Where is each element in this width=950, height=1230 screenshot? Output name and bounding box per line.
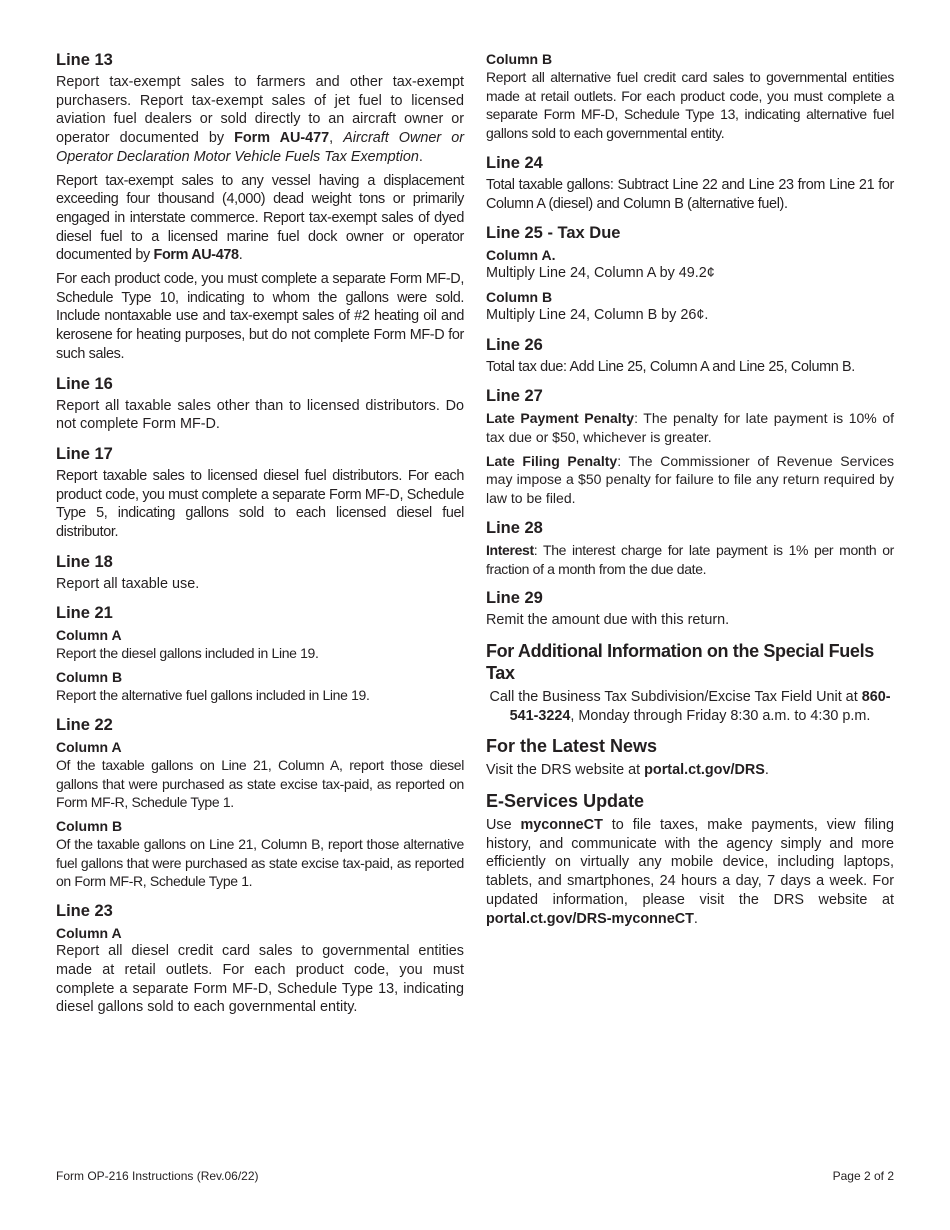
line-17-section [56, 444, 464, 542]
line-13-paragraph-1: Report tax-exempt sales to farmers and other tax-exempt purchasers. Report tax-exempt sales of jet fuel to licensed aviation fuel dealers or sold directly to an aircraft owner or operator documented by Form AU-477, Aircraft Owner or Operator Declaration Motor Vehicle Fuels Tax Exemption. [56, 74, 464, 165]
line-17-text: Report taxable sales to licensed diesel fuel distributors. For each product code, you must complete a separate Form MF-D, Schedule Type 5, indicating gallons sold to each licensed diesel fuel distributor. [56, 467, 464, 541]
line-25-column-a-text: Multiply Line 24, Column A by 49.2¢ [486, 265, 715, 282]
line-25-column-b-text: Multiply Line 24, Column B by 26¢. [486, 306, 709, 323]
line-24-heading: Line 24 [486, 153, 543, 172]
line-13-section [56, 50, 464, 364]
myconnect-brand: myconneCT [520, 817, 603, 834]
line-25-heading: Line 25 - Tax Due [486, 224, 621, 243]
line-27-section [486, 386, 894, 508]
line-22-column-a-heading: Column A [56, 738, 122, 755]
interest-text: Interest: The interest charge for late payment is 1% per month or fraction of a month from the due date. [486, 541, 894, 577]
line-23-column-a-text: Report all diesel credit card sales to governmental entities made at retail outlets. For each product code, you must complete a separate Form MF-D, Schedule Type 13, indicating diesel gallons sold to each governmental entity. [56, 943, 464, 1016]
line-22-section [56, 715, 464, 891]
line-26-text: Total tax due: Add Line 25, Column A and Line 25, Column B. [486, 358, 855, 375]
line-17-heading: Line 17 [56, 444, 113, 463]
line-21-heading: Line 21 [56, 604, 113, 623]
eservices-heading: E-Services Update [486, 791, 645, 812]
line-28-section [486, 518, 894, 578]
line-23-section [56, 901, 464, 1017]
form-au-477-title: Aircraft Owner or Operator Declaration Motor Vehicle Fuels Tax Exemption [56, 130, 464, 165]
line-25-section [486, 223, 894, 324]
line-24-text: Total taxable gallons: Subtract Line 22 and Line 23 from Line 21 for Column A (diesel) and Column B (alternative fuel). [486, 176, 894, 212]
additional-info-heading: For Additional Information on the Special Fuels Tax [486, 640, 874, 683]
line-23-column-b-section [486, 50, 894, 143]
late-payment-penalty: Late Payment Penalty: The penalty for late payment is 10% of tax due or $50, whichever is greater. [486, 410, 894, 446]
line-22-heading: Line 22 [56, 715, 113, 734]
latest-news-heading: For the Latest News [486, 736, 658, 757]
line-25-column-b-heading: Column B [486, 288, 553, 305]
line-29-text: Remit the amount due with this return. [486, 612, 730, 629]
myconnect-website-link[interactable]: portal.ct.gov/DRS-myconneCT [486, 910, 694, 927]
line-16-heading: Line 16 [56, 374, 113, 393]
line-21-column-a-heading: Column A [56, 627, 122, 644]
eservices-section [486, 790, 894, 928]
form-au-477: Form AU-477 [234, 130, 330, 147]
drs-website-link[interactable]: portal.ct.gov/DRS [644, 762, 765, 779]
line-18-heading: Line 18 [56, 552, 113, 571]
line-21-column-b-text: Report the alternative fuel gallons included in Line 19. [56, 687, 370, 704]
line-21-column-b-heading: Column B [56, 669, 123, 686]
line-22-column-b-text: Of the taxable gallons on Line 21, Column B, report those alternative fuel gallons that were purchased as state excise tax-paid, as reported on Form MF-R, Schedule Type 1. [56, 835, 464, 890]
line-23-heading: Line 23 [56, 902, 113, 921]
line-22-column-a-text: Of the taxable gallons on Line 21, Column A, report those diesel gallons that were purchased as state excise tax-paid, as reported on Form MF-R, Schedule Type 1. [56, 756, 464, 811]
line-21-section [56, 603, 464, 704]
eservices-text: Use myconneCT to file taxes, make payments, view filing history, and communicate with the agency simply and more efficiently on virtually any mobile device, including laptops, tablets, and smartphones, 24 hours a day, 7 days a week. For updated information, please visit the DRS website at portal.ct.gov/DRS-myconneCT. [486, 817, 894, 927]
line-16-text: Report all taxable sales other than to licensed distributors. Do not complete Form MF-D. [56, 397, 464, 433]
line-23-column-b-heading: Column B [486, 51, 553, 67]
line-16-section [56, 374, 464, 434]
line-13-heading: Line 13 [56, 51, 113, 69]
latest-news-section [486, 735, 894, 780]
line-13-paragraph-2: Report tax-exempt sales to any vessel having a displacement exceeding four thousand (4,000) dead weight tons or primarily engaged in interstate commerce. Report tax-exempt sales of dyed diesel fuel to a licensed marine fuel dock owner or operator documented by Form AU-478. [56, 172, 464, 264]
line-26-section [486, 335, 894, 377]
footer-form-label: Form OP-216 Instructions (Rev.06/22) [56, 1169, 259, 1183]
line-18-section [56, 552, 464, 594]
line-22-column-b-heading: Column B [56, 817, 123, 834]
additional-info-section [486, 640, 894, 725]
line-18-text: Report all taxable use. [56, 575, 200, 592]
line-21-column-a-text: Report the diesel gallons included in Line 19. [56, 645, 319, 662]
right-column [486, 50, 894, 938]
footer-page-number: Page 2 of 2 [832, 1169, 894, 1183]
latest-news-text: Visit the DRS website at portal.ct.gov/DRS. [486, 762, 769, 779]
line-13-paragraph-3: For each product code, you must complete a separate Form MF-D, Schedule Type 10, indicating to whom the gallons were sold. Include nontaxable use and tax-exempt sales of #2 heating oil and kerosene for heating purposes, but do not complete Form MF-D for such sales. [56, 271, 464, 362]
left-column [56, 50, 464, 1027]
line-29-heading: Line 29 [486, 589, 543, 608]
phone-number: 860-541-3224 [509, 688, 891, 724]
line-28-heading: Line 28 [486, 518, 543, 537]
line-24-section [486, 153, 894, 213]
line-26-heading: Line 26 [486, 335, 543, 354]
line-29-section [486, 588, 894, 630]
late-filing-penalty: Late Filing Penalty: The Commissioner of Revenue Services may impose a $50 penalty for failure to file any return required by law to be filed. [486, 452, 894, 507]
line-23-column-a-heading: Column A [56, 925, 122, 942]
form-au-478: Form AU-478 [153, 247, 239, 264]
line-23-column-b-text: Report all alternative fuel credit card sales to governmental entities made at retail outlets. For each product code, you must complete a separate Form MF-D, Schedule Type 13, indicating alternative fuel gallons sold to each governmental entity. [486, 69, 894, 142]
additional-info-text: Call the Business Tax Subdivision/Excise Tax Field Unit at 860-541-3224, Monday through Friday 8:30 a.m. to 4:30 p.m. [489, 688, 891, 724]
line-27-heading: Line 27 [486, 387, 543, 406]
line-25-column-a-heading: Column A. [486, 247, 556, 264]
